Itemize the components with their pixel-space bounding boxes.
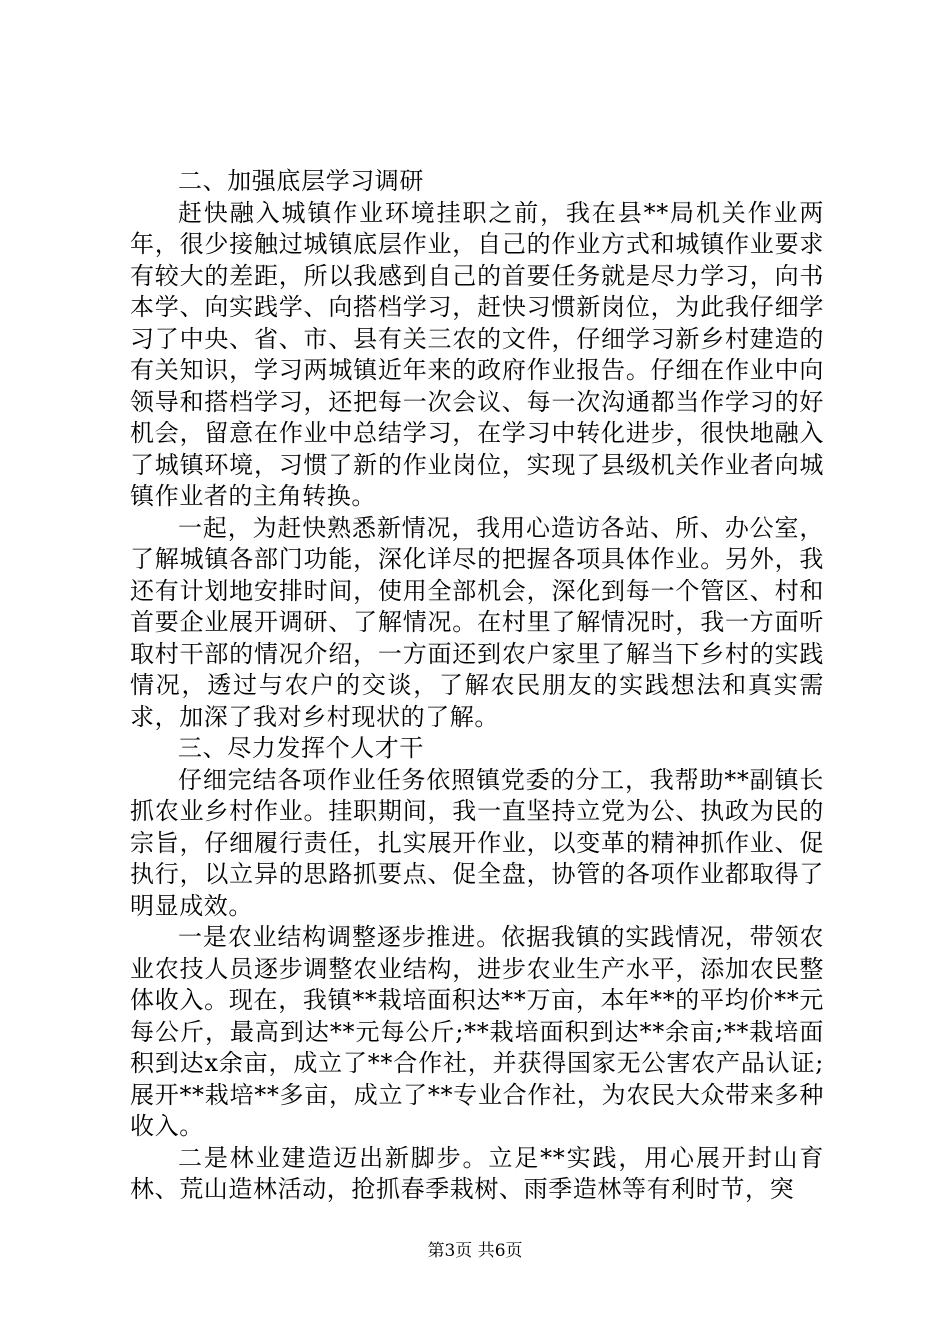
- body-paragraph: 二是林业建造迈出新脚步。立足**实践，用心展开封山育林、荒山造林活动，抢抓春季栽树、雨季造林等有利时节，突: [130, 1143, 824, 1203]
- section-heading-3: 三、尽力发挥个人才干: [178, 734, 424, 762]
- body-paragraph: 一是农业结构调整逐步推进。依据我镇的实践情况，带领农业农技人员逐步调整农业结构，进步农业生产水平，添加农民整体收入。现在，我镇**栽培面积达**万亩，本年**的平均价**元每公斤，最高到达**元每公斤;**栽培面积到达**余亩;**栽培面积到达x余亩，成立了**合作社，并获得国家无公害农产品认证;展开**栽培**多亩，成立了**专业合作社，为农民大众带来多种收入。: [130, 923, 824, 1140]
- section-heading-2: 二、加强底层学习调研: [178, 167, 424, 195]
- page-footer: 第3页 共6页: [427, 1241, 523, 1261]
- body-paragraph: 赶快融入城镇作业环境挂职之前，我在县**局机关作业两年，很少接触过城镇底层作业，自己的作业方式和城镇作业要求有较大的差距，所以我感到自己的首要任务就是尽力学习，向书本学、向实践学、向搭档学习，赶快习惯新岗位，为此我仔细学习了中央、省、市、县有关三农的文件，仔细学习新乡村建造的有关知识，学习两城镇近年来的政府作业报告。仔细在作业中向领导和搭档学习，还把每一次会议、每一次沟通都当作学习的好机会，留意在作业中总结学习，在学习中转化进步，很快地融入了城镇环境，习惯了新的作业岗位，实现了县级机关作业者向城镇作业者的主角转换。: [130, 198, 824, 510]
- body-paragraph: 一起，为赶快熟悉新情况，我用心造访各站、所、办公室，了解城镇各部门功能，深化详尽的把握各项具体作业。另外，我还有计划地安排时间，使用全部机会，深化到每一个管区、村和首要企业展开调研、了解情况。在村里了解情况时，我一方面听取村干部的情况介绍，一方面还到农户家里了解当下乡村的实践情况，透过与农户的交谈，了解农民朋友的实践想法和真实需求，加深了我对乡村现状的了解。: [130, 513, 824, 731]
- body-paragraph: 仔细完结各项作业任务依照镇党委的分工，我帮助**副镇长抓农业乡村作业。挂职期间，我一直坚持立党为公、执政为民的宗旨，仔细履行责任，扎实展开作业，以变革的精神抓作业、促执行，以立异的思路抓要点、促全盘，协管的各项作业都取得了明显成效。: [130, 765, 824, 920]
- document-body: [130, 166, 824, 1206]
